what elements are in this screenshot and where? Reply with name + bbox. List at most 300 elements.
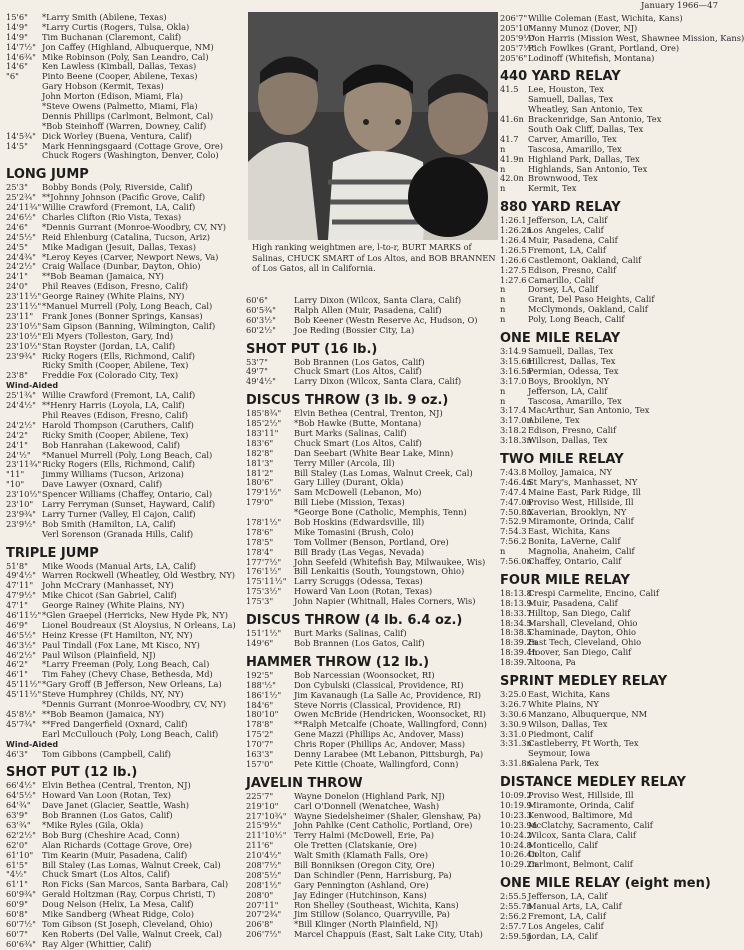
record-mark: 175'3½" [246, 586, 282, 597]
record-mark: 24'5" [6, 241, 28, 252]
record-mark: 46'3½" [6, 639, 36, 650]
record-mark: 7:47.0n [500, 496, 532, 507]
record-athlete: Carl O'Donnell (Wenatchee, Wash) [294, 800, 440, 811]
record-mark: 45'7¾" [6, 718, 36, 729]
record-mark: 23'10½" [6, 330, 42, 341]
record-athlete: *Dennis Gurrant (Monroe-Woodbry, CV, NY) [42, 699, 226, 709]
record-athlete: Xaverian, Brooklyn, NY [528, 506, 627, 517]
record-athlete: Castlemont, Oakland, Calif [528, 254, 642, 265]
record-mark: 206'7" [500, 13, 528, 23]
record-mark: 188'½" [246, 679, 276, 690]
record-mark: 14'7½" [6, 41, 36, 52]
record-athlete: Colton, Calif [528, 849, 581, 860]
record-athlete: Lionel Boudreaux (St Aloysius, N Orleans, La) [42, 619, 236, 630]
record-athlete: Ray Alger (Whittier, Calif) [42, 938, 152, 949]
record-athlete: Marcel Chappuis (East, Salt Lake City, Utah) [294, 929, 483, 940]
record-athlete: Bill Staley (Las Lomas, Walnut Creek, Cal) [42, 859, 221, 870]
record-athlete: Earl McCullouch (Poly, Long Beach, Calif) [42, 728, 219, 739]
record-athlete: Mike Tomasini (Brush, Colo) [294, 526, 414, 537]
record-mark: 208'0" [246, 889, 274, 900]
record-row [6, 940, 248, 950]
record-athlete: Willie Coleman (East, Wichita, Kans) [528, 13, 683, 23]
record-mark: 205'10" [500, 22, 533, 33]
record-athlete: Chuck Rogers (Washington, Denver, Colo) [42, 150, 219, 161]
record-athlete: Bob Smith (Hamilton, LA, Calif) [42, 518, 176, 529]
section-heading: 440 YARD RELAY [500, 69, 621, 85]
record-mark: 178'5" [246, 536, 274, 547]
record-athlete: Gene Mazzi (Phillips Ac, Andover, Mass) [294, 729, 464, 740]
record-mark: n [500, 294, 506, 305]
record-athlete: Wilson, Dallas, Tex [528, 718, 608, 729]
record-mark: 18:39.2n [500, 637, 538, 648]
section-heading: TWO MILE RELAY [500, 451, 624, 467]
record-mark: 24'1" [6, 439, 28, 450]
record-mark: 25'1¾" [6, 390, 36, 401]
record-athlete: Lee, Houston, Tex [528, 84, 604, 95]
record-row [500, 860, 726, 870]
record-mark: 24'0" [6, 281, 28, 292]
record-athlete: Fremont, LA, Calif [528, 911, 606, 922]
record-athlete: Bill Lenkaitis (South, Youngstown, Ohio) [294, 566, 465, 577]
record-athlete: Dennis Phillips (Carlmont, Belmont, Cal) [42, 110, 214, 121]
record-athlete: Permian, Odessa, Tex [528, 365, 619, 376]
record-athlete: John Pahlke (Cent Catholic, Portland, Ore) [294, 820, 473, 831]
record-athlete: Dave Lawyer (Oxnard, Calif) [42, 479, 163, 490]
record-mark: 66'4½" [6, 780, 36, 791]
record-mark: 206'8" [246, 919, 274, 930]
record-athlete: Edison, Fresno, Calif [528, 425, 617, 436]
record-athlete: Mark Henningsgaard (Cottage Grove, Ore) [42, 140, 224, 151]
record-mark: 14'5" [6, 140, 28, 151]
record-mark: 25'2¾" [6, 192, 36, 203]
record-mark: 182'8" [246, 447, 274, 458]
record-athlete: *Larry Freeman (Poly, Long Beach, Cal) [42, 659, 210, 670]
record-athlete: Samuell, Dallas, Tex [528, 346, 614, 357]
record-mark: 14'9" [6, 21, 28, 32]
record-athlete: Grant, Del Paso Heights, Calif [528, 294, 655, 305]
record-mark: 49'4½" [6, 570, 36, 581]
record-athlete: Mike Madigan (Jesuit, Dallas, Texas) [42, 241, 197, 252]
record-mark: 60'9" [6, 899, 28, 910]
photo-caption: High ranking weightmen are, l-to-r, BURT MARKS of Salinas, CHUCK SMART of Los Altos, and BOB BRANNEN of Los Gatos, all in California. [252, 242, 496, 273]
record-athlete: Molloy, Jamaica, NY [528, 466, 612, 477]
record-mark: 3:18.3n [500, 435, 532, 446]
record-athlete: Dorsey, LA, Calif [528, 284, 599, 295]
record-athlete: Hoover, San Diego, Calif [528, 647, 632, 658]
record-athlete: Ricky Smith (Cooper, Abilene, Tex) [42, 429, 189, 440]
record-mark: 208'5½" [246, 869, 282, 880]
column-right [500, 13, 744, 942]
record-athlete: Kermit, Tex [528, 183, 577, 194]
record-mark: 3:31.8n [500, 758, 532, 769]
record-athlete: Don Harris (Mission West, Shawnee Mission, Kans) [528, 32, 744, 43]
record-athlete: *Dennis Gurrant (Monroe-Woodbry, CV, NY) [42, 221, 226, 232]
record-athlete: Bob Brannen (Los Gatos, Calif) [294, 356, 425, 367]
record-mark: 178'4" [246, 546, 274, 557]
record-athlete: Tascosa, Amarillo, Tex [528, 143, 622, 154]
record-athlete: Terry Miller (Arcola, Ill) [294, 457, 395, 468]
record-mark: 175'3" [246, 596, 274, 607]
section-heading: SHOT PUT (12 lb.) [6, 765, 138, 781]
record-athlete: Jefferson, LA, Calif [528, 385, 608, 396]
record-athlete: Tascosa, Amarillo, Tex [528, 395, 622, 406]
section-heading: 880 YARD RELAY [500, 200, 621, 216]
record-athlete: Pete Kittle (Choate, Wallingford, Conn) [294, 758, 459, 769]
record-athlete: Poly, Long Beach, Calif [528, 314, 625, 325]
record-mark: 23'10½" [6, 489, 42, 500]
record-mark: 175'11½" [246, 576, 287, 587]
record-mark: 60'3½" [246, 314, 276, 325]
record-athlete: Larry Dixon (Wilcox, Santa Clara, Calif) [294, 376, 462, 387]
record-mark: 46'3" [6, 748, 28, 759]
record-mark: 63'¾" [6, 820, 31, 831]
record-row [500, 759, 726, 769]
record-mark: 3:31.3n [500, 738, 532, 749]
record-mark: 15'6" [6, 12, 28, 22]
record-mark: 23'10" [6, 498, 34, 509]
record-mark: "4½" [6, 869, 27, 880]
record-mark: 211'6" [246, 840, 274, 851]
column-left [6, 13, 248, 950]
section-heading: DISCUS THROW (3 lb. 9 oz.) [246, 393, 449, 409]
record-mark: 61'10" [6, 849, 34, 860]
record-mark: 24'11¾" [6, 202, 42, 213]
record-mark: 46'9" [6, 619, 28, 630]
record-row [246, 639, 498, 649]
record-mark: 10:26.4n [500, 849, 538, 860]
record-mark: 24'½" [6, 449, 31, 460]
section-heading: LONG JUMP [6, 167, 89, 183]
record-athlete: Willie Crawford (Fremont, LA, Calif) [42, 202, 196, 213]
record-mark: 180'6" [246, 477, 274, 488]
record-athlete: East, Wichita, Kans [528, 688, 610, 699]
record-athlete: Verl Sorenson (Granada Hills, Calif) [42, 528, 194, 539]
record-mark: 7:54.3 [500, 526, 527, 537]
record-mark: 10:19.9 [500, 800, 532, 810]
record-mark: 23'8" [6, 370, 28, 381]
record-athlete: Dan Seebart (White Bear Lake, Minn) [294, 447, 454, 458]
record-athlete: Fremont, LA, Calif [528, 244, 606, 255]
record-athlete: Altoona, Pa [528, 657, 576, 668]
record-athlete: George Rainey (White Plains, NY) [42, 600, 185, 611]
record-mark: 41.7 [500, 133, 519, 144]
record-mark: 3:25.0 [500, 688, 527, 699]
record-mark: 63'9" [6, 810, 28, 821]
record-row [500, 932, 726, 942]
record-athlete: Reid Ehlenburg (Catalina, Tucson, Ariz) [42, 231, 210, 242]
record-athlete: Mike Robinson (Poly, San Leandro, Cal) [42, 51, 209, 62]
record-mark: 208'1½" [246, 879, 282, 890]
record-mark: n [500, 395, 506, 406]
record-mark: 14'6¾" [6, 51, 36, 62]
record-athlete: Proviso West, Hillside, Ill [528, 496, 634, 507]
record-mark: 24'1" [6, 271, 28, 282]
record-athlete: John McCrary (Manhasset, NY) [42, 580, 174, 591]
record-athlete: Alan Richards (Cottage Grove, Ore) [42, 839, 193, 850]
record-mark: 149'6" [246, 637, 274, 648]
record-mark: 2:56.2 [500, 911, 527, 922]
record-mark: 205'6" [500, 52, 528, 63]
section-heading: JAVELIN THROW [246, 775, 363, 791]
record-athlete: Rich Fowlkes (Grant, Portland, Ore) [528, 42, 680, 53]
record-athlete: Boys, Brooklyn, NY [528, 375, 610, 386]
record-mark: 7:43.8 [500, 466, 527, 477]
record-mark: 24'4¾" [6, 251, 36, 262]
record-mark: 24'2½" [6, 261, 36, 272]
record-mark: 49'7" [246, 366, 268, 377]
record-mark: 1:26.1 [500, 215, 527, 226]
record-mark: 24'6" [6, 221, 28, 232]
record-mark: "11" [6, 469, 25, 480]
section-heading: ONE MILE RELAY (eight men) [500, 876, 711, 892]
record-athlete: Mike Sandberg (Wheat Ridge, Colo) [42, 909, 195, 920]
record-athlete: *Steve Owens (Palmetto, Miami, Fla) [42, 101, 198, 112]
record-athlete: Sam Gipson (Banning, Wilmington, Calif) [42, 320, 216, 331]
record-mark: 46'5½" [6, 629, 36, 640]
record-mark: 46'2" [6, 659, 28, 670]
record-mark: 186'1½" [246, 689, 282, 700]
record-mark: 163'3" [246, 748, 274, 759]
record-athlete: Ron Shelley (Southeast, Wichita, Kans) [294, 899, 459, 910]
record-athlete: Jimmy Williams (Tucson, Arizona) [42, 469, 184, 480]
record-mark: 215'9½" [246, 820, 282, 831]
record-athlete: John Napier (Whitnall, Hales Corners, Wis) [294, 596, 476, 607]
record-athlete: Lodinoff (Whitefish, Montana) [528, 52, 655, 63]
record-athlete: Crespi Carmelite, Encino, Calif [528, 587, 659, 598]
record-mark: 2:59.5n [500, 930, 532, 941]
record-mark: 217'10¾" [246, 810, 287, 821]
record-mark: 60'5¾" [246, 304, 276, 315]
record-athlete: **Henry Harris (Loyola, LA, Calif) [42, 400, 185, 411]
record-mark: 62'0" [6, 839, 28, 850]
record-athlete: Elvin Bethea (Central, Trenton, NJ) [42, 780, 191, 791]
record-mark: 151'1½" [246, 628, 282, 639]
record-row [500, 315, 726, 325]
record-mark: 2:55.5 [500, 891, 527, 902]
record-athlete: Piedmont, Calif [528, 728, 593, 739]
record-athlete: Wilcox, Santa Clara, Calif [528, 829, 636, 840]
record-row [6, 151, 248, 161]
record-mark: 18:13.8 [500, 587, 532, 598]
record-athlete: Steve Norris (Classical, Providence, RI) [294, 699, 461, 710]
record-athlete: *Manuel Murrell (Poly, Long Beach, Cal) [42, 449, 213, 460]
record-athlete: Manual Arts, LA, Calif [528, 901, 622, 912]
record-row [246, 597, 498, 607]
record-athlete: Gary Hobson (Kermit, Texas) [42, 81, 164, 92]
record-athlete: Phil Reaves (Edison, Fresno, Calif) [42, 409, 189, 420]
record-athlete: East Tech, Cleveland, Ohio [528, 637, 642, 648]
record-athlete: Galena Park, Tex [528, 758, 599, 769]
record-mark: 45'11½" [6, 679, 42, 690]
record-mark: 47'11" [6, 580, 34, 591]
record-athlete: Dave Janet (Glacier, Seattle, Wash) [42, 800, 189, 811]
record-athlete: Pinto Beene (Cooper, Abilene, Texas) [42, 71, 198, 82]
record-mark: 60'7" [6, 928, 28, 939]
section-heading: SHOT PUT (16 lb.) [246, 341, 378, 357]
record-athlete: Ricky Rogers (Ells, Richmond, Calif) [42, 350, 195, 361]
record-athlete: Burt Marks (Salinas, Calif) [294, 428, 407, 439]
record-athlete: Hillcrest, Dallas, Tex [528, 355, 616, 366]
record-mark: 180'10" [246, 709, 279, 720]
record-mark: 10:23.9n [500, 819, 538, 830]
record-athlete: Jim Stillow (Solanco, Quarryville, Pa) [294, 909, 450, 920]
record-mark: 176'1½" [246, 566, 282, 577]
record-athlete: Freddie Fox (Colorado City, Tex) [42, 370, 179, 381]
record-athlete: Manny Munoz (Dover, NJ) [528, 22, 638, 33]
record-mark: 23'9¾" [6, 508, 36, 519]
record-mark: 219'10" [246, 800, 279, 811]
record-mark: 2:57.7 [500, 920, 527, 931]
record-row [500, 436, 726, 446]
record-mark: 24'2" [6, 429, 28, 440]
record-athlete: Bobby Bonds (Poly, Riverside, Calif) [42, 182, 193, 193]
record-athlete: Dan Schindler (Penn, Harrisburg, Pa) [294, 869, 452, 880]
record-mark: 60'6" [246, 295, 268, 305]
record-mark: 23'11" [6, 310, 34, 321]
record-mark: 1:26.4 [500, 235, 527, 246]
record-athlete: Bill Brady (Las Vegas, Nevada) [294, 546, 425, 557]
record-athlete: Howard Van Loon (Rotan, Tex) [42, 790, 171, 801]
record-athlete: Tim Kearin (Muir, Pasadena, Calif) [42, 849, 188, 860]
section-heading: SPRINT MEDLEY RELAY [500, 673, 668, 689]
record-mark: 205'7½" [500, 42, 536, 53]
record-athlete: Bob Brannen (Los Gatos, Calif) [42, 810, 173, 821]
record-athlete: *Bob Hawke (Butte, Montana) [294, 418, 422, 429]
record-athlete: Chuck Smart (Los Altos, Calif) [42, 869, 170, 880]
record-athlete: Magnolia, Anaheim, Calif [528, 546, 635, 557]
record-athlete: Samuell, Dallas, Tex [528, 94, 614, 105]
record-athlete: *Gary Groff (B Jefferson, New Orleans, La) [42, 679, 222, 690]
record-mark: 7:46.4n [500, 476, 532, 487]
record-mark: 7:56.2 [500, 536, 527, 547]
record-athlete: Muir, Pasadena, Calif [528, 597, 618, 608]
record-mark: 18:38.5 [500, 627, 532, 638]
record-mark: 1:26.2n [500, 225, 532, 236]
record-mark: 25'3" [6, 182, 28, 193]
record-athlete: Mike Chicot (San Gabriel, Calif) [42, 590, 177, 601]
record-mark: n [500, 183, 506, 194]
record-mark: n [500, 304, 506, 315]
record-mark: 49'4½" [246, 376, 276, 387]
record-athlete: **Bob Beaman (Jamaica, NY) [42, 271, 164, 282]
record-athlete: Phil Reaves (Edison, Fresno, Calif) [42, 281, 189, 292]
record-athlete: Paul Tindall (Fox Lane, Mt Kisco, NY) [42, 639, 200, 650]
record-mark: 24'6½" [6, 212, 36, 223]
record-athlete: Camarillo, Calif [528, 274, 594, 285]
record-mark: 47'9½" [6, 590, 36, 601]
page-header: January 1966—47 [640, 1, 718, 11]
record-mark: 10:09.2 [500, 790, 532, 801]
record-mark: 23'10½" [6, 320, 42, 331]
record-athlete: Charles Clifton (Rio Vista, Texas) [42, 212, 182, 223]
record-mark: 3:14.9 [500, 346, 527, 357]
record-athlete: Terry Halmi (McDowell, Erie, Pa) [294, 830, 434, 841]
record-athlete: Seymour, Iowa [528, 748, 591, 759]
record-mark: 10:24.8 [500, 839, 532, 850]
record-athlete: **Fred Dangerfield (Oxnard, Calif) [42, 718, 188, 729]
record-mark: 60'8" [6, 909, 28, 920]
record-athlete: Brownwood, Tex [528, 173, 598, 184]
record-athlete: Larry Ferryman (Sunset, Hayward, Calif) [42, 498, 216, 509]
record-athlete: Ricky Smith (Cooper, Abilene, Tex) [42, 360, 189, 371]
record-athlete: Bob Brannen (Los Gatos, Calif) [294, 637, 425, 648]
record-athlete: Bob Burg (Cheshire Acad, Conn) [42, 829, 180, 840]
record-mark: 64'¾" [6, 800, 31, 811]
record-mark: 205'9½" [500, 32, 536, 43]
record-mark: 41.5 [500, 84, 519, 95]
record-mark: 3:17.0 [500, 375, 527, 386]
record-mark: 3:30.9 [500, 718, 527, 729]
record-mark: 207'11" [246, 899, 279, 910]
record-athlete: Larry Turner (Valley, El Cajon, Calif) [42, 508, 196, 519]
record-athlete: Craig Wallace (Dunbar, Dayton, Ohio) [42, 261, 201, 272]
record-athlete: *Mike Ryles (Gila, Okla) [42, 820, 144, 831]
record-athlete: Bob Narcessian (Woonsocket, RI) [294, 669, 435, 680]
record-athlete: Wayne Siedelsheimer (Shaler, Glenshaw, Pa) [294, 810, 481, 821]
record-athlete: *Larry Curtis (Rogers, Tulsa, Okla) [42, 21, 190, 32]
record-row [500, 658, 726, 668]
record-row [6, 750, 248, 760]
record-athlete: Manzano, Albuquerque, NM [528, 708, 648, 719]
record-mark: 60'2½" [246, 324, 276, 335]
record-row [6, 371, 248, 381]
record-mark: 225'7" [246, 790, 274, 801]
record-athlete: Doug Nelson (Helix, La Mesa, Calif) [42, 899, 194, 910]
record-athlete: Wilson, Dallas, Tex [528, 435, 608, 446]
record-athlete: Stan Royster (Jordan, LA, Calif) [42, 340, 176, 351]
record-mark: 2:55.7n [500, 901, 532, 912]
record-athlete: Jefferson, LA, Calif [528, 891, 608, 902]
record-mark: 45'8½" [6, 708, 36, 719]
record-mark: n [500, 163, 506, 174]
record-mark: 23'9¾" [6, 350, 36, 361]
record-mark: 183'11" [246, 428, 279, 439]
record-athlete: John Seefeld (Whitefish Bay, Milwaukee, Wis) [294, 556, 486, 567]
record-athlete: Jordan, LA, Calif [528, 930, 598, 941]
record-athlete: Chris Roper (Phillips Ac, Andover, Mass) [294, 739, 465, 750]
record-mark: 170'7" [246, 739, 274, 750]
record-mark: 18:34.5 [500, 617, 532, 628]
record-athlete: Tim Buchanan (Claremont, Calif) [42, 31, 182, 42]
record-athlete: Kenwood, Baltimore, Md [528, 809, 633, 820]
section-heading: TRIPLE JUMP [6, 545, 99, 561]
record-mark: 3:26.7 [500, 698, 527, 709]
section-heading: HAMMER THROW (12 lb.) [246, 654, 430, 670]
record-mark: 23'10½" [6, 340, 42, 351]
record-mark: 185'8¾" [246, 408, 282, 419]
record-athlete: Jefferson, LA, Calif [528, 215, 608, 226]
record-athlete: Walt Smith (Klamath Falls, Ore) [294, 850, 428, 861]
record-mark: 14'5¾" [6, 130, 36, 141]
record-athlete: Burt Marks (Salinas, Calif) [294, 628, 407, 639]
record-athlete: Chaminade, Dayton, Ohio [528, 627, 636, 638]
record-mark: 53'7" [246, 356, 268, 367]
record-athlete: Castleberry, Ft Worth, Tex [528, 738, 639, 749]
record-athlete: *Manuel Murrell (Poly, Long Beach, Cal) [42, 301, 213, 312]
record-athlete: Larry Scruggs (Odessa, Texas) [294, 576, 423, 587]
record-athlete: Jay Edinger (Hutchinson, Kans) [294, 889, 427, 900]
record-athlete: Ken Lawless (Kimball, Dallas, Texas) [42, 61, 197, 72]
record-athlete: Maine East, Park Ridge, Ill [528, 486, 641, 497]
record-athlete: John Morton (Edison, Miami, Fla) [42, 91, 184, 102]
record-row [500, 54, 726, 64]
record-athlete: Bonita, LaVerne, Calif [528, 536, 621, 547]
record-athlete: Chaffey, Ontario, Calif [528, 555, 622, 566]
section-heading: DISTANCE MEDLEY RELAY [500, 775, 686, 791]
record-mark: 185'2½" [246, 418, 282, 429]
record-athlete: Ole Tretten (Clatskanie, Ore) [294, 840, 417, 851]
record-mark: 61'1" [6, 879, 28, 890]
